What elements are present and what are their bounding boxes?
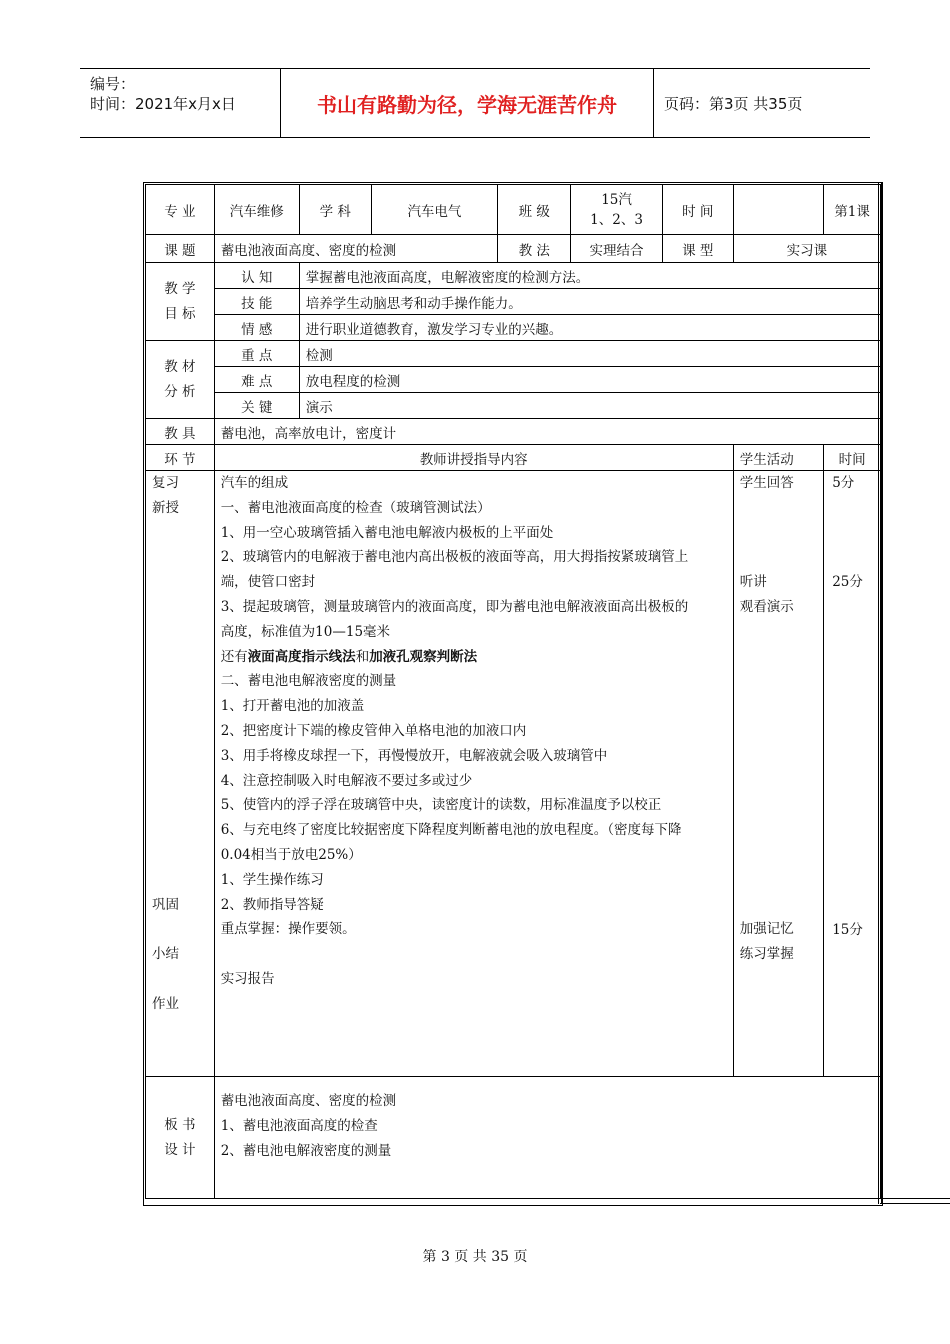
content-line: 3、用手将橡皮球捏一下，再慢慢放开，电解液就会吸入玻璃管中 [220, 747, 608, 764]
board-design-row [146, 1077, 881, 1199]
table-frame-foot [880, 1198, 950, 1204]
goal-key: 认 知 [214, 263, 299, 289]
board-line: 1、蓄电池液面高度的检查 [220, 1117, 378, 1134]
time-value [733, 185, 824, 235]
class-value-line2: 1、2、3 [590, 211, 643, 228]
method-label: 教 法 [498, 235, 571, 263]
analysis-key: 难 点 [214, 367, 299, 393]
analysis-label [146, 341, 215, 419]
method-value: 实理结合 [571, 235, 663, 263]
analysis-value: 演示 [299, 393, 880, 419]
major-label: 专 业 [146, 185, 215, 235]
page-info: 页码：第3页 共35页 [664, 94, 803, 113]
goal-row [146, 289, 881, 315]
type-value: 实习课 [733, 235, 880, 263]
content-line: 1、学生操作练习 [220, 871, 324, 888]
content-line: 端，使管口密封 [220, 574, 316, 591]
content-line [221, 942, 727, 967]
major-value: 汽车维修 [214, 185, 299, 235]
analysis-value: 放电程度的检测 [299, 367, 880, 393]
tools-label: 教 具 [146, 419, 215, 445]
content-line: 高度，标准值为10—15毫米 [220, 623, 391, 640]
stage-header: 环 节 [146, 445, 215, 471]
goal-key: 情 感 [214, 315, 299, 341]
lesson-number: 第1课 [824, 185, 881, 235]
content-line-mixed [221, 645, 727, 670]
subject-label: 学 科 [299, 185, 371, 235]
text-and: 和 [355, 648, 370, 665]
class-value-line1: 15汽 [601, 191, 632, 208]
topic-label: 课 题 [146, 235, 215, 263]
time-column [824, 471, 881, 1077]
info-row [146, 185, 881, 235]
topic-row [146, 235, 881, 263]
time-value-2: 25分 [832, 573, 863, 590]
type-label: 课 型 [662, 235, 733, 263]
activity-header: 学生活动 [733, 445, 824, 471]
analysis-label-2: 分 析 [164, 383, 196, 400]
stage-homework: 作业 [152, 996, 179, 1013]
date-label: 时间：2021年x月x日 [90, 95, 236, 113]
text-also: 还有 [220, 648, 248, 665]
content-column [214, 471, 733, 1077]
goal-value: 掌握蓄电池液面高度，电解液密度的检测方法。 [299, 263, 880, 289]
analysis-key: 关 键 [214, 393, 299, 419]
bold-method-2: 加液孔观察判断法 [369, 648, 478, 665]
goal-value: 培养学生动脑思考和动手操作能力。 [299, 289, 880, 315]
activity-listen: 听讲 [739, 573, 767, 590]
content-line: 2、教师指导答疑 [220, 896, 324, 913]
stage-consolidate: 巩固 [152, 896, 179, 913]
goal-value: 进行职业道德教育，激发学习专业的兴趣。 [299, 315, 880, 341]
goal-row [146, 315, 881, 341]
page-footer: 第 3 页 共 35 页 [422, 1249, 528, 1265]
board-label-2: 设 计 [164, 1141, 196, 1158]
stage-column [146, 471, 215, 1077]
content-line: 0.04相当于放电25%） [220, 846, 362, 863]
board-label [146, 1077, 215, 1199]
tools-row [146, 419, 881, 445]
content-line: 5、使管内的浮子浮在玻璃管中央，读密度计的读数，用标准温度予以校正 [220, 797, 662, 814]
goals-label-1: 教 学 [164, 280, 196, 297]
time-header: 时间 [824, 445, 881, 471]
lesson-plan-table [145, 184, 881, 1199]
analysis-row [146, 393, 881, 419]
content-line: 汽车的组成 [220, 475, 289, 491]
analysis-key: 重 点 [214, 341, 299, 367]
section-header-row [146, 445, 881, 471]
time-value-3: 15分 [832, 921, 863, 938]
activity-practice: 练习掌握 [739, 946, 794, 963]
time-value-1: 5分 [832, 475, 855, 491]
goals-label [146, 263, 215, 341]
tools-value: 蓄电池，高率放电计，密度计 [214, 419, 880, 445]
content-line: 一、蓄电池液面高度的检查（玻璃管测试法） [220, 499, 491, 516]
content-line: 2、玻璃管内的电解液于蓄电池内高出极板的液面等高，用大拇指按紧玻璃管上 [220, 549, 689, 566]
stage-new: 新授 [152, 499, 179, 516]
board-line: 蓄电池液面高度、密度的检测 [220, 1093, 397, 1109]
content-line: 1、打开蓄电池的加液盖 [220, 698, 365, 715]
content-line: 3、提起玻璃管，测量玻璃管内的液面高度，即为蓄电池电解液液面高出极板的 [220, 598, 689, 615]
activity-answer: 学生回答 [739, 475, 794, 491]
page-header [80, 68, 870, 138]
content-line: 6、与充电终了密度比较据密度下降程度判断蓄电池的放电程度。（密度每下降 [220, 822, 682, 839]
content-line: 2、把密度计下端的橡皮管伸入单格电池的加液口内 [220, 722, 527, 739]
motto: 书山有路勤为径，学海无涯苦作舟 [281, 69, 654, 137]
activity-column [733, 471, 824, 1077]
content-line: 1、用一空心玻璃管插入蓄电池电解液内极板的上平面处 [220, 524, 554, 541]
stage-review: 复习 [152, 475, 179, 491]
board-line: 2、蓄电池电解液密度的测量 [220, 1142, 392, 1159]
analysis-row [146, 367, 881, 393]
content-line: 实习报告 [220, 970, 275, 987]
content-line: 4、注意控制吸入时电解液不要过多或过少 [220, 772, 473, 789]
subject-value: 汽车电气 [371, 185, 497, 235]
analysis-value: 检测 [299, 341, 880, 367]
analysis-row [146, 341, 881, 367]
goal-key: 技 能 [214, 289, 299, 315]
analysis-label-1: 教 材 [164, 358, 196, 375]
class-value [571, 185, 663, 235]
goals-label-2: 目 标 [164, 305, 196, 322]
teaching-content-row [146, 471, 881, 1077]
topic-value: 蓄电池液面高度、密度的检测 [214, 235, 498, 263]
content-line: 重点掌握：操作要领。 [220, 921, 356, 938]
goal-row [146, 263, 881, 289]
stage-summary: 小结 [152, 946, 179, 963]
time-label: 时 间 [662, 185, 733, 235]
header-meta [80, 69, 281, 137]
activity-memorize: 加强记忆 [739, 921, 794, 938]
number-label: 编号： [90, 75, 136, 93]
board-content [214, 1077, 880, 1199]
activity-watch: 观看演示 [739, 598, 794, 615]
content-line: 二、蓄电池电解液密度的测量 [220, 673, 397, 690]
bold-method-1: 液面高度指示线法 [247, 648, 356, 665]
board-label-1: 板 书 [164, 1116, 196, 1133]
class-label: 班 级 [498, 185, 571, 235]
content-header: 教师讲授指导内容 [214, 445, 733, 471]
